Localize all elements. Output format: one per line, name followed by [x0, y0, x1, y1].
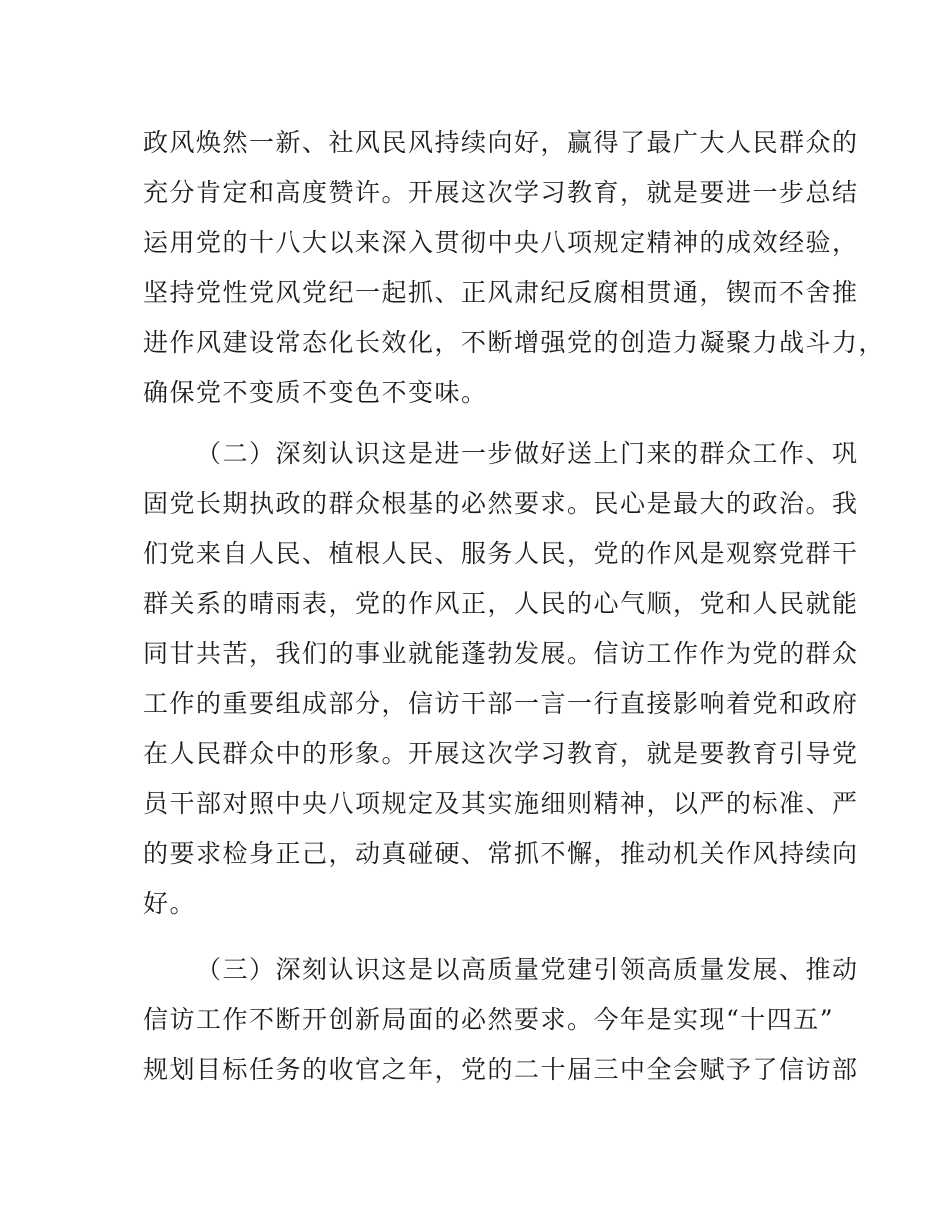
text-line: 进作风建设常态化长效化，不断增强党的创造力凝聚力战斗力，: [143, 328, 886, 357]
text-line: 确保党不变质不变色不变味。: [143, 378, 488, 407]
text-line: （二）深刻认识这是进一步做好送上门来的群众工作、巩: [196, 439, 859, 468]
text-line: 工作的重要组成部分，信访干部一言一行直接影响着党和政府: [143, 689, 859, 718]
text-line: 群关系的晴雨表，党的作风正，人民的心气顺，党和人民就能: [143, 589, 859, 618]
text-line: 好。: [143, 889, 197, 918]
text-line: 固党长期执政的群众根基的必然要求。民心是最大的政治。我: [143, 489, 859, 518]
text-line: 同甘共苦，我们的事业就能蓬勃发展。信访工作作为党的群众: [143, 639, 859, 668]
text-line: 在人民群众中的形象。开展这次学习教育，就是要教育引导党: [143, 739, 859, 768]
text-line: 坚持党性党风党纪一起抓、正风肃纪反腐相贯通，锲而不舍推: [143, 278, 859, 307]
text-line: 的要求检身正己，动真碰硬、常抓不懈，推动机关作风持续向: [143, 839, 859, 868]
text-line: 规划目标任务的收官之年，党的二十届三中全会赋予了信访部: [143, 1055, 859, 1084]
text-line: 信访工作不断开创新局面的必然要求。今年是实现“十四五”: [143, 1005, 835, 1034]
text-line: 政风焕然一新、社风民风持续向好，赢得了最广大人民群众的: [143, 128, 859, 157]
text-line: 们党来自人民、植根人民、服务人民，党的作风是观察党群干: [143, 539, 859, 568]
text-line: 运用党的十八大以来深入贯彻中央八项规定精神的成效经验，: [143, 228, 859, 257]
text-line: （三）深刻认识这是以高质量党建引领高质量发展、推动: [196, 955, 859, 984]
text-line: 员干部对照中央八项规定及其实施细则精神，以严的标准、严: [143, 789, 859, 818]
text-line: 充分肯定和高度赞许。开展这次学习教育，就是要进一步总结: [143, 178, 859, 207]
